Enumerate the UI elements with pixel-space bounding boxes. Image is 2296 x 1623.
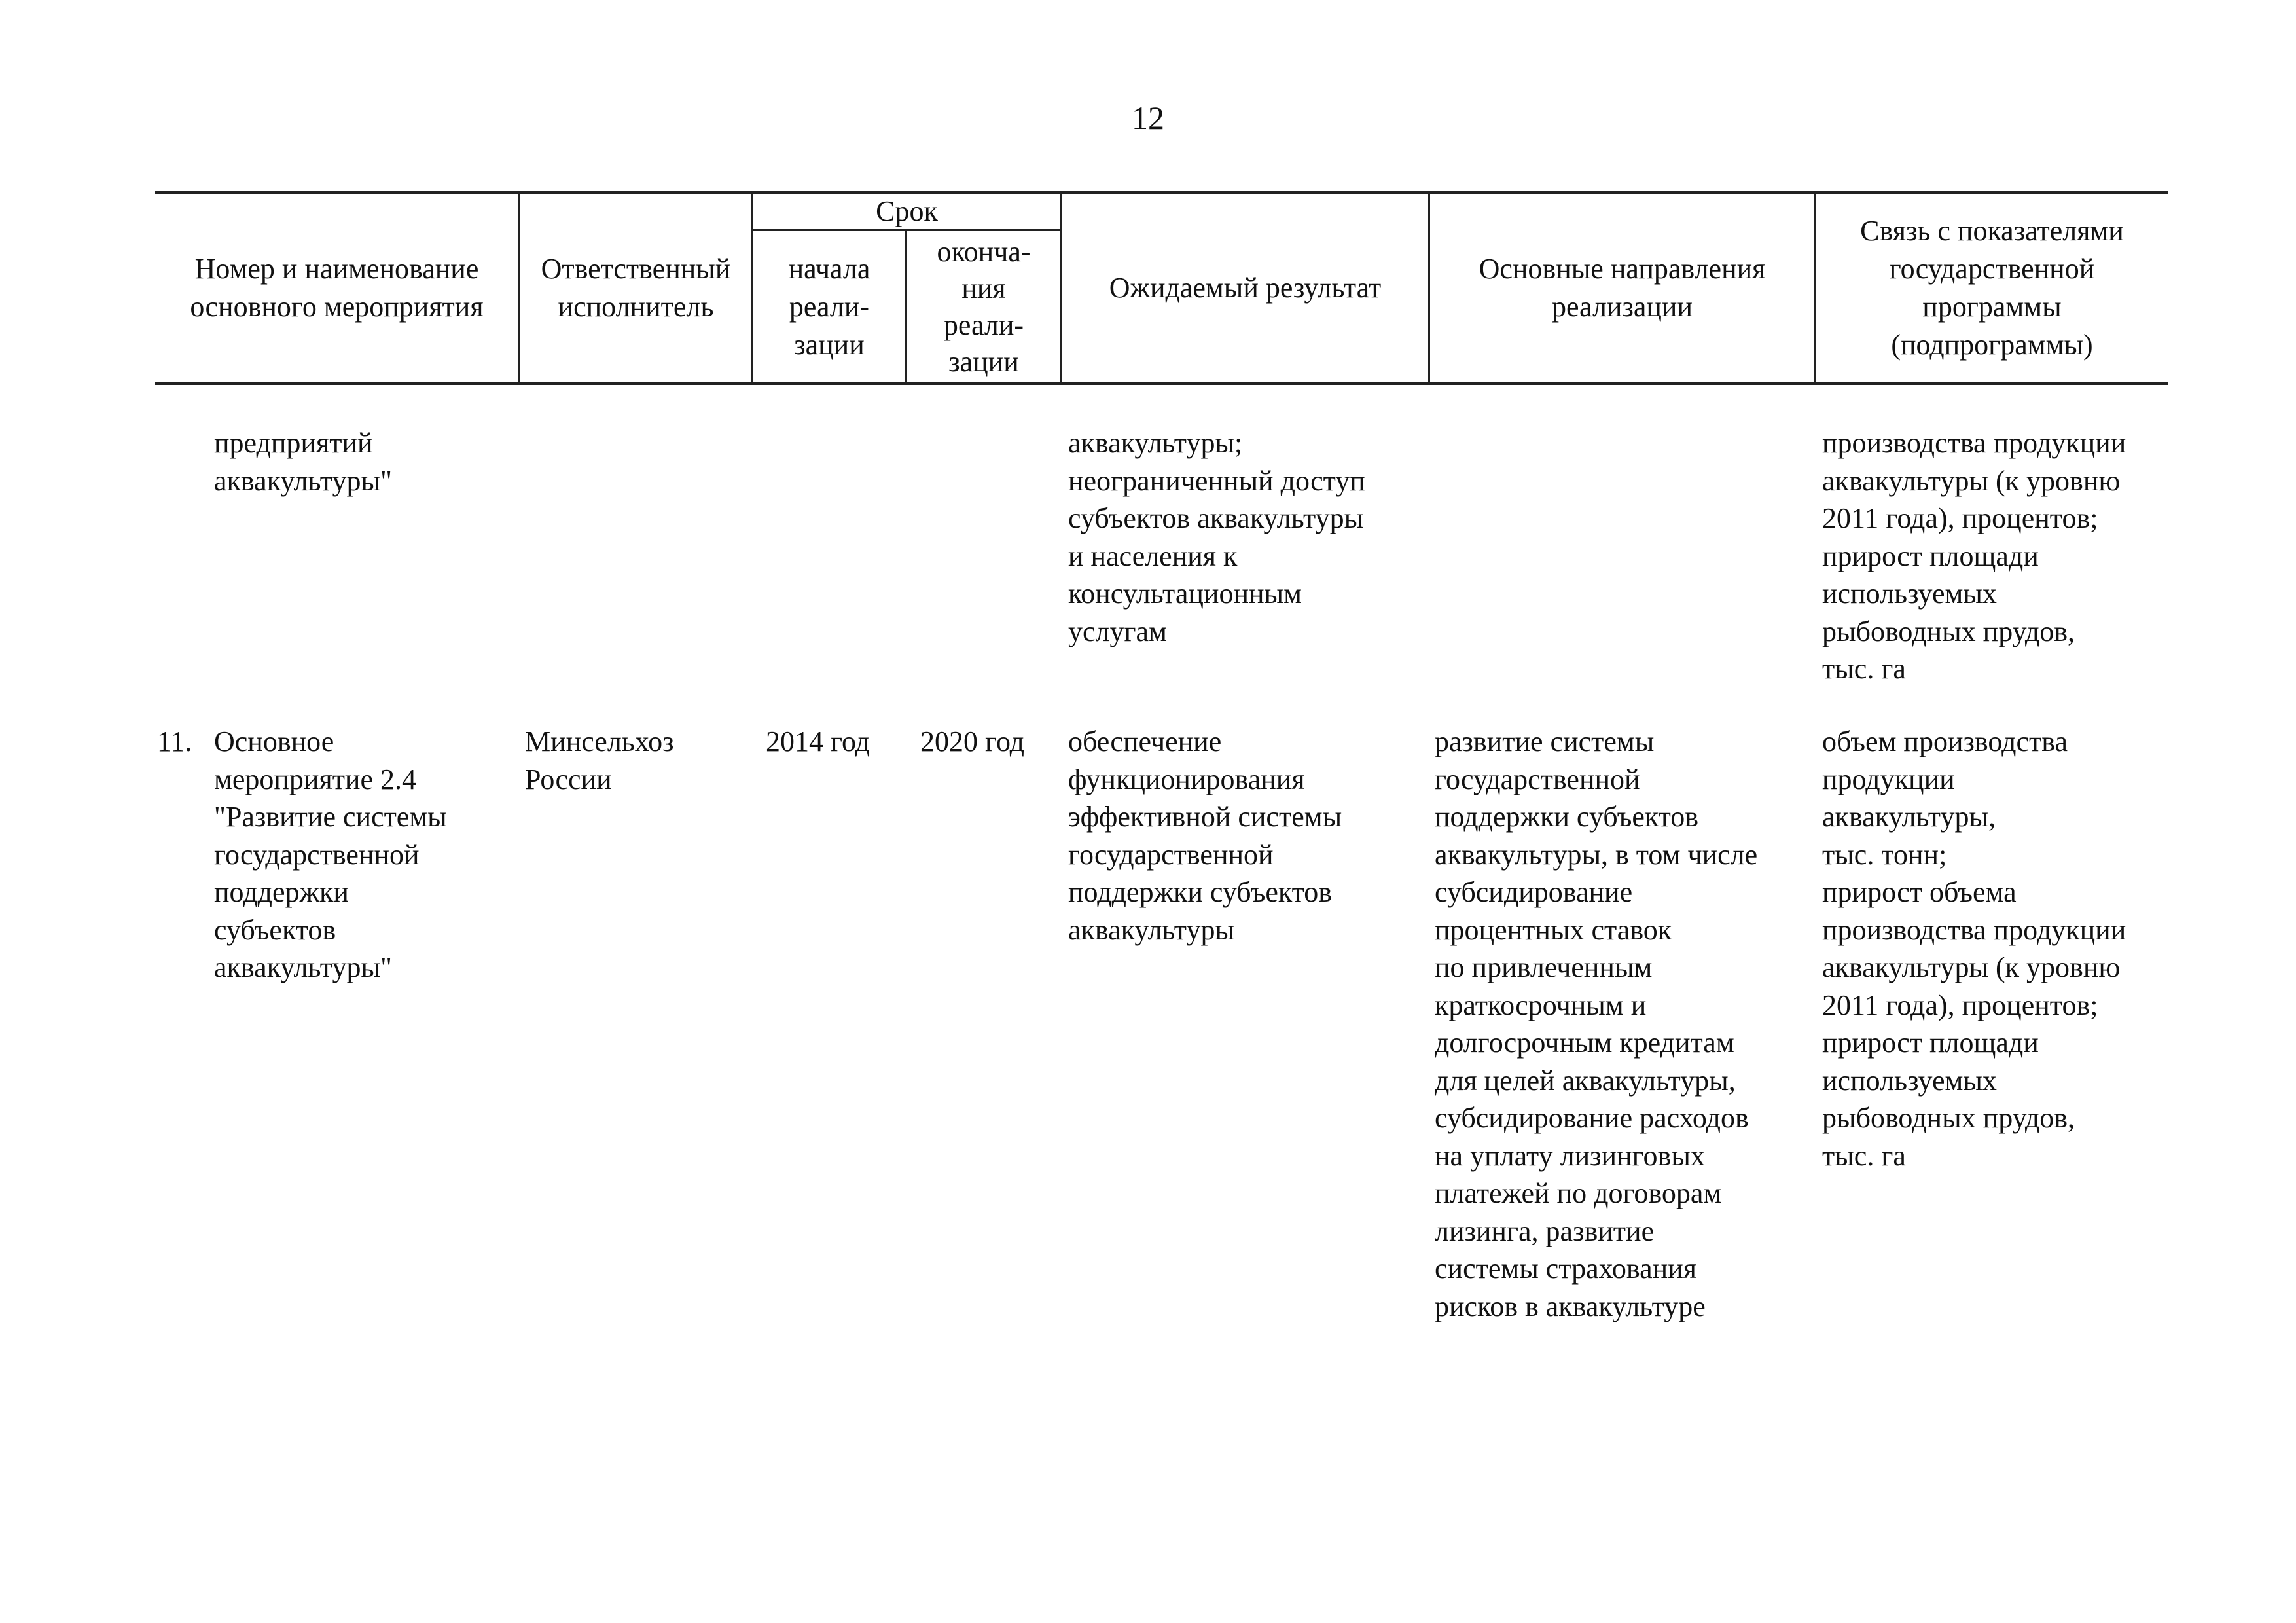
row-1-result: аквакультуры; неограниченный доступ субъектов аквакультуры и населения к консультационным услугам [1068,427,1365,647]
header-end: оконча- ния реали- зации [937,236,1031,378]
row-2-name: Основное мероприятие 2.4 "Развитие системы государственной поддержки субъектов аквакультуры" [214,725,447,983]
page-number: 12 [1132,100,1164,136]
header-directions: Основные направления реализации [1479,253,1766,323]
header-result: Ожидаемый результат [1109,272,1382,304]
header-link: Связь с показателями государственной программы (подпрограммы) [1860,215,2124,361]
row-1-name: предприятий аквакультуры" [214,427,392,497]
header-term: Срок [876,195,938,227]
row-2-result: обеспечение функционирования эффективной системы государственной поддержки субъектов аквакультуры [1068,725,1342,946]
row-1-link: производства продукции аквакультуры (к уровню 2011 года), процентов; прирост площади используемых рыбоводных прудов, тыс. га [1822,427,2126,685]
header-bottom-rule [155,382,2168,385]
row-2-link: объем производства продукции аквакультуры, тыс. тонн; прирост объема производства продукции аквакультуры (к уровню 2011 года), процентов; прирост площади используемых рыбоводных прудов, тыс. га [1822,725,2126,1172]
header-name: Номер и наименование основного мероприятия [190,253,484,323]
row-2-end: 2020 год [920,725,1025,757]
header-start: начала реали- зации [788,253,870,361]
row-2-number: 11. [157,725,192,757]
row-2-executor: Минсельхоз России [525,725,674,795]
row-2-start: 2014 год [766,725,870,757]
row-2-directions: развитие системы государственной поддержки субъектов аквакультуры, в том числе субсидирование процентных ставок по привлеченным краткосрочным и долгосрочным кредитам для целей аквакультуры, субсидирование расходов на уплату лизинговых платежей по договорам лизинга, развитие системы страхования рисков в аквакультуре [1435,725,1758,1322]
header-executor: Ответственный исполнитель [541,253,731,323]
